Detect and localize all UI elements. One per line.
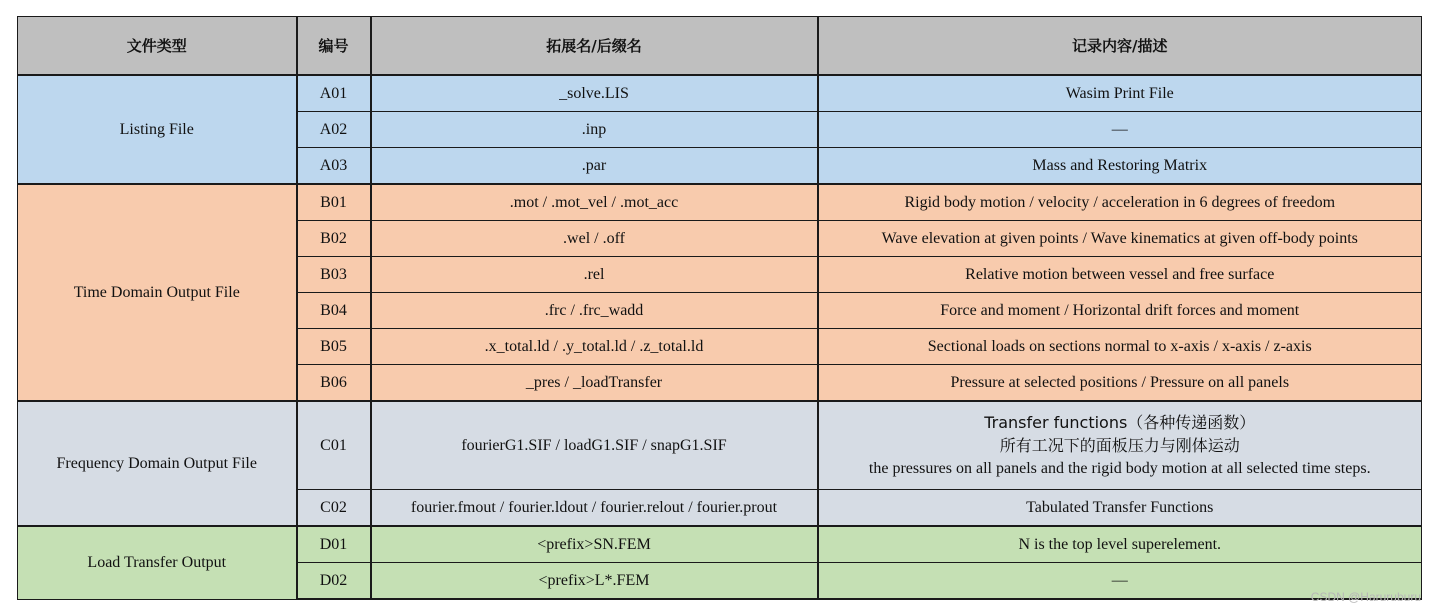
row-description: Rigid body motion / velocity / acceleration in 6 degrees of freedom [818, 184, 1422, 221]
row-id: C01 [297, 401, 371, 490]
header-id: 编号 [297, 17, 371, 76]
table-row [18, 401, 1422, 490]
row-extension: .inp [371, 112, 818, 148]
row-description: — [818, 112, 1422, 148]
group-label-load-transfer: Load Transfer Output [18, 526, 297, 599]
row-description: Sectional loads on sections normal to x-axis / x-axis / z-axis [818, 329, 1422, 365]
row-extension: <prefix>SN.FEM [371, 526, 818, 563]
row-id: B04 [297, 293, 371, 329]
row-description: Mass and Restoring Matrix [818, 148, 1422, 185]
group-label-listing-file: Listing File [18, 75, 297, 184]
row-id: B05 [297, 329, 371, 365]
table-row [18, 75, 1422, 112]
header-file-type: 文件类型 [18, 17, 297, 76]
table-row [18, 526, 1422, 563]
row-description: — [818, 563, 1422, 600]
row-extension: <prefix>L*.FEM [371, 563, 818, 600]
row-extension: .x_total.ld / .y_total.ld / .z_total.ld [371, 329, 818, 365]
group-label-time-domain: Time Domain Output File [18, 184, 297, 401]
row-id: A03 [297, 148, 371, 185]
description-line: Transfer functions（各种传递函数） [984, 413, 1256, 432]
row-id: B02 [297, 221, 371, 257]
description-line: the pressures on all panels and the rigid body motion at all selected time steps. [868, 460, 1371, 477]
watermark-text: CSDN @Haruruburu [1310, 590, 1421, 604]
row-extension: fourierG1.SIF / loadG1.SIF / snapG1.SIF [371, 401, 818, 490]
row-description: Pressure at selected positions / Pressure on all panels [818, 365, 1422, 402]
row-id: B06 [297, 365, 371, 402]
row-description: Force and moment / Horizontal drift forces and moment [818, 293, 1422, 329]
row-id: D02 [297, 563, 371, 600]
row-description: Relative motion between vessel and free surface [818, 257, 1422, 293]
row-description: Tabulated Transfer Functions [818, 490, 1422, 527]
row-id: A01 [297, 75, 371, 112]
row-description: N is the top level superelement. [818, 526, 1422, 563]
header-row [18, 17, 1422, 76]
row-id: A02 [297, 112, 371, 148]
row-extension: .rel [371, 257, 818, 293]
row-id: C02 [297, 490, 371, 527]
header-description: 记录内容/描述 [818, 17, 1422, 76]
row-extension: .frc / .frc_wadd [371, 293, 818, 329]
table-row [18, 184, 1422, 221]
description-line: 所有工况下的面板压力与刚体运动 [999, 436, 1240, 455]
row-extension: _pres / _loadTransfer [371, 365, 818, 402]
header-extension: 拓展名/后缀名 [371, 17, 818, 76]
row-extension: .par [371, 148, 818, 185]
row-description: Wasim Print File [818, 75, 1422, 112]
row-extension: .wel / .off [371, 221, 818, 257]
row-id: B01 [297, 184, 371, 221]
row-id: B03 [297, 257, 371, 293]
row-extension: fourier.fmout / fourier.ldout / fourier.relout / fourier.prout [371, 490, 818, 527]
row-extension: _solve.LIS [371, 75, 818, 112]
row-description: Wave elevation at given points / Wave kinematics at given off-body points [818, 221, 1422, 257]
group-label-frequency-domain: Frequency Domain Output File [18, 401, 297, 526]
row-id: D01 [297, 526, 371, 563]
row-extension: .mot / .mot_vel / .mot_acc [371, 184, 818, 221]
file-type-table [17, 16, 1422, 600]
row-description-multiline [818, 401, 1422, 490]
